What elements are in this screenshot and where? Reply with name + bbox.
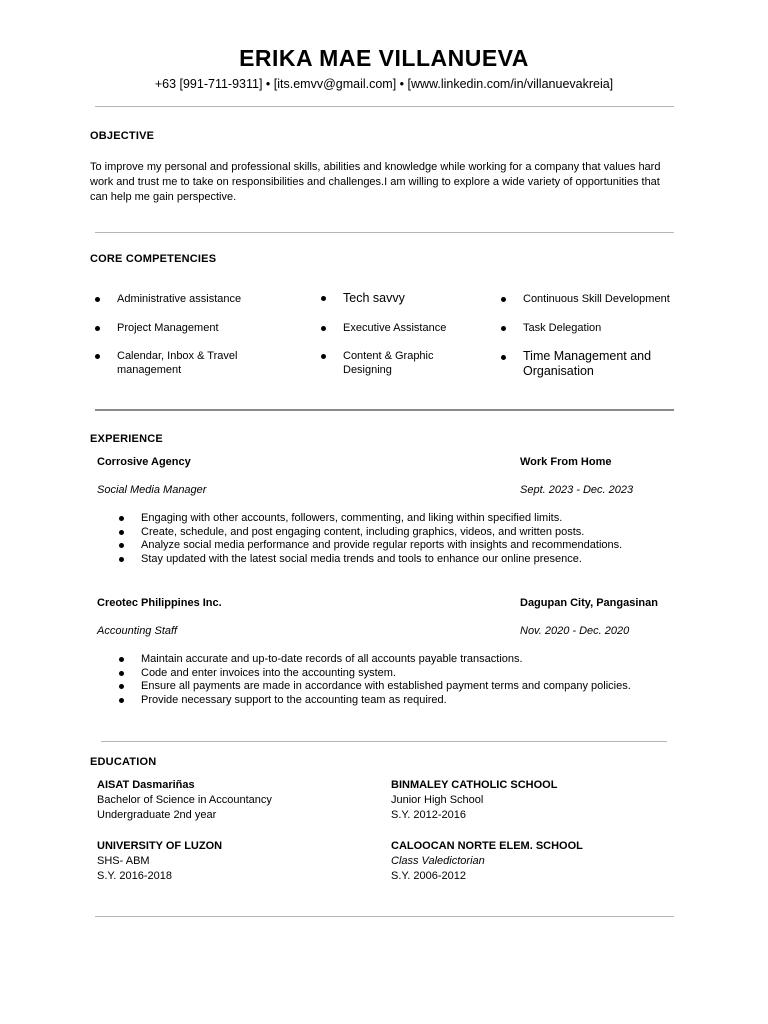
- bullet-icon: [119, 657, 124, 662]
- duty-item: [95, 653, 695, 667]
- duty-item: [95, 512, 695, 526]
- competency-item: [95, 292, 295, 306]
- competency-label: Administrative assistance: [117, 293, 242, 305]
- duty-list: [95, 512, 695, 566]
- competency-label: Project Management: [117, 322, 219, 334]
- school-detail: SHS- ABM: [97, 855, 150, 867]
- duty-item: [95, 667, 695, 681]
- experience-title: EXPERIENCE: [90, 433, 163, 445]
- duty-item: [95, 680, 695, 694]
- bullet-icon: [501, 297, 506, 302]
- school-detail: S.Y. 2012-2016: [391, 809, 467, 821]
- duty-item: [95, 526, 695, 540]
- school-name: BINMALEY CATHOLIC SCHOOL: [391, 779, 558, 791]
- competency-label: [523, 349, 651, 379]
- competency-item: [501, 349, 686, 379]
- education-title: EDUCATION: [90, 756, 157, 768]
- competency-item: [501, 292, 686, 306]
- education-entry: [97, 840, 222, 882]
- divider: [101, 741, 667, 742]
- duty-text: Ensure all payments are made in accordance with established payment terms and company policies.: [141, 680, 631, 692]
- duty-item: [95, 694, 695, 708]
- duty-text: Analyze social media performance and provide regular reports with insights and recommendations.: [141, 539, 623, 551]
- competencies-title: CORE COMPETENCIES: [90, 253, 217, 265]
- duty-item: [95, 553, 695, 567]
- competency-label-line: management: [117, 364, 182, 376]
- duty-item: [95, 539, 695, 553]
- resume-name: ERIKA MAE VILLANUEVA: [239, 45, 529, 71]
- job-company: Corrosive Agency: [97, 456, 191, 468]
- job-role: Accounting Staff: [97, 625, 178, 637]
- contact-line: +63 [991-711-9311] • [its.emvv@gmail.com] • [www.linkedin.com/in/villanuevakreia]: [154, 77, 614, 91]
- duty-text: Engaging with other accounts, followers, commenting, and liking within specified limits.: [141, 512, 563, 524]
- bullet-icon: [119, 516, 124, 521]
- bullet-icon: [119, 698, 124, 703]
- bullet-icon: [321, 326, 326, 331]
- school-detail: S.Y. 2016-2018: [97, 870, 173, 882]
- competency-item: [321, 291, 481, 306]
- bullet-icon: [95, 326, 100, 331]
- duty-text: Code and enter invoices into the accounting system.: [141, 666, 396, 679]
- competency-label: Continuous Skill Development: [523, 293, 670, 305]
- education-entry: [391, 779, 557, 821]
- competency-label-line: Time Management and: [523, 349, 652, 363]
- competency-item: [95, 321, 295, 335]
- competency-item: [95, 349, 295, 377]
- school-detail: Bachelor of Science in Accountancy: [97, 794, 272, 806]
- competency-label-line: Content & Graphic: [343, 350, 434, 362]
- divider: [95, 409, 674, 411]
- competency-label: Executive Assistance: [343, 322, 447, 334]
- bullet-icon: [501, 326, 506, 331]
- bullet-icon: [321, 296, 326, 301]
- competency-label: Task Delegation: [523, 322, 602, 334]
- competency-label-line: Designing: [343, 364, 392, 376]
- duty-text: Provide necessary support to the accounting team as required.: [141, 693, 447, 706]
- objective-title: OBJECTIVE: [90, 130, 155, 142]
- objective-line: To improve my personal and professional skills, abilities and knowledge while working for a company that values hard: [90, 161, 661, 173]
- bullet-icon: [119, 530, 124, 535]
- bullet-icon: [95, 297, 100, 302]
- divider: [95, 232, 674, 233]
- job-dates: Nov. 2020 - Dec. 2020: [520, 625, 630, 637]
- divider: [95, 916, 674, 917]
- objective-text: [90, 160, 690, 205]
- competency-item: [321, 349, 481, 377]
- duty-list: [95, 653, 695, 707]
- school-detail: Class Valedictorian: [391, 855, 485, 867]
- divider: [95, 106, 674, 107]
- school-name: CALOOCAN NORTE ELEM. SCHOOL: [391, 840, 583, 852]
- job-company: Creotec Philippines Inc.: [97, 597, 222, 609]
- objective-line: can help me gain perspective.: [90, 191, 237, 203]
- bullet-icon: [321, 354, 326, 359]
- school-detail: S.Y. 2006-2012: [391, 870, 467, 882]
- competency-label: [117, 349, 237, 377]
- job-dates: Sept. 2023 - Dec. 2023: [520, 484, 634, 496]
- objective-line: work and trust me to take on responsibilities and challenges.I am willing to explore a wide variety of opportunities that: [90, 176, 660, 188]
- bullet-icon: [501, 355, 506, 360]
- education-entry: [97, 779, 272, 821]
- duty-text: Maintain accurate and up-to-date records of all accounts payable transactions.: [141, 653, 523, 665]
- bullet-icon: [119, 684, 124, 689]
- job-location: Dagupan City, Pangasinan: [520, 597, 658, 609]
- duty-text: Create, schedule, and post engaging content, including graphics, videos, and written posts.: [141, 525, 585, 538]
- competency-label-line: Organisation: [523, 364, 594, 378]
- competency-label-line: Calendar, Inbox & Travel: [117, 350, 238, 362]
- school-detail: Junior High School: [391, 794, 484, 806]
- competency-label: Tech savvy: [343, 291, 405, 305]
- bullet-icon: [95, 354, 100, 359]
- duty-text: Stay updated with the latest social media trends and tools to enhance our online presence.: [141, 552, 582, 565]
- education-entry: [391, 840, 583, 882]
- school-detail: Undergraduate 2nd year: [97, 809, 217, 821]
- school-name: AISAT Dasmariñas: [97, 779, 195, 791]
- bullet-icon: [119, 557, 124, 562]
- job-role: Social Media Manager: [97, 484, 207, 496]
- competency-label: [343, 349, 434, 377]
- bullet-icon: [119, 671, 124, 676]
- competency-item: [321, 321, 481, 335]
- bullet-icon: [119, 543, 124, 548]
- job-location: Work From Home: [520, 456, 612, 468]
- competency-item: [501, 321, 686, 335]
- school-name: UNIVERSITY OF LUZON: [97, 840, 223, 852]
